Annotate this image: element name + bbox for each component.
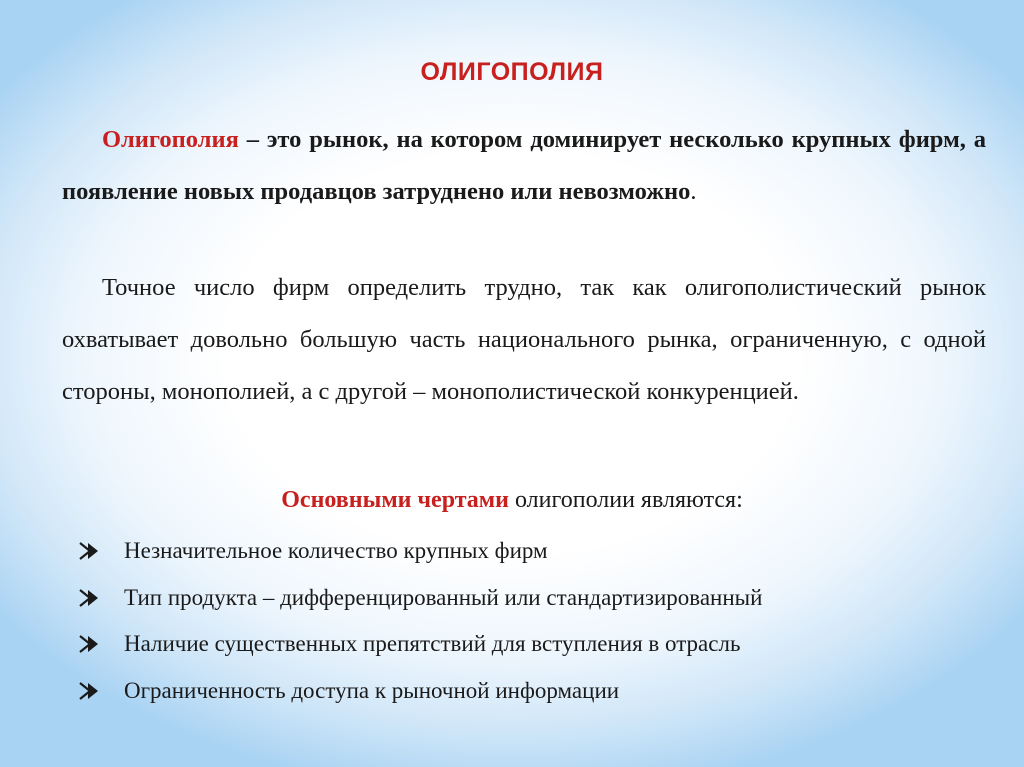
- arrow-bullet-icon: [78, 681, 106, 701]
- features-list: [78, 528, 762, 714]
- arrow-bullet-icon: [78, 541, 106, 561]
- features-rest: олигополии являются:: [508, 487, 743, 513]
- definition-paragraph: [62, 114, 986, 218]
- list-item-label: Незначительное количество крупных фирм: [124, 538, 548, 564]
- arrow-bullet-icon: [78, 634, 106, 654]
- definition-text: – это рынок, на котором доминирует несколько крупных фирм, а появление новых продавцов затруднено или невозможно: [62, 126, 986, 205]
- list-item-label: Ограниченность доступа к рыночной информации: [124, 677, 620, 703]
- definition-term: Олигополия: [102, 126, 239, 153]
- list-item: [78, 668, 762, 715]
- explanation-paragraph: Точное число фирм определить трудно, так как олигополистический рынок охватывает довольно большую часть национального рынка, ограниченную, с одной стороны, монополией, а с другой – монополистической конкуренцией.: [62, 274, 986, 405]
- list-item: [78, 575, 762, 622]
- features-heading: [0, 482, 1024, 518]
- slide-title: ОЛИГОПОЛИЯ: [420, 58, 604, 86]
- list-item: [78, 621, 762, 668]
- definition-end: .: [690, 178, 697, 205]
- list-item-label: Тип продукта – дифференцированный или стандартизированный: [124, 584, 763, 610]
- arrow-bullet-icon: [78, 588, 106, 608]
- list-item: [78, 528, 762, 575]
- list-item-label: Наличие существенных препятствий для вступления в отрасль: [124, 631, 741, 657]
- features-highlight: Основными чертами: [281, 487, 509, 513]
